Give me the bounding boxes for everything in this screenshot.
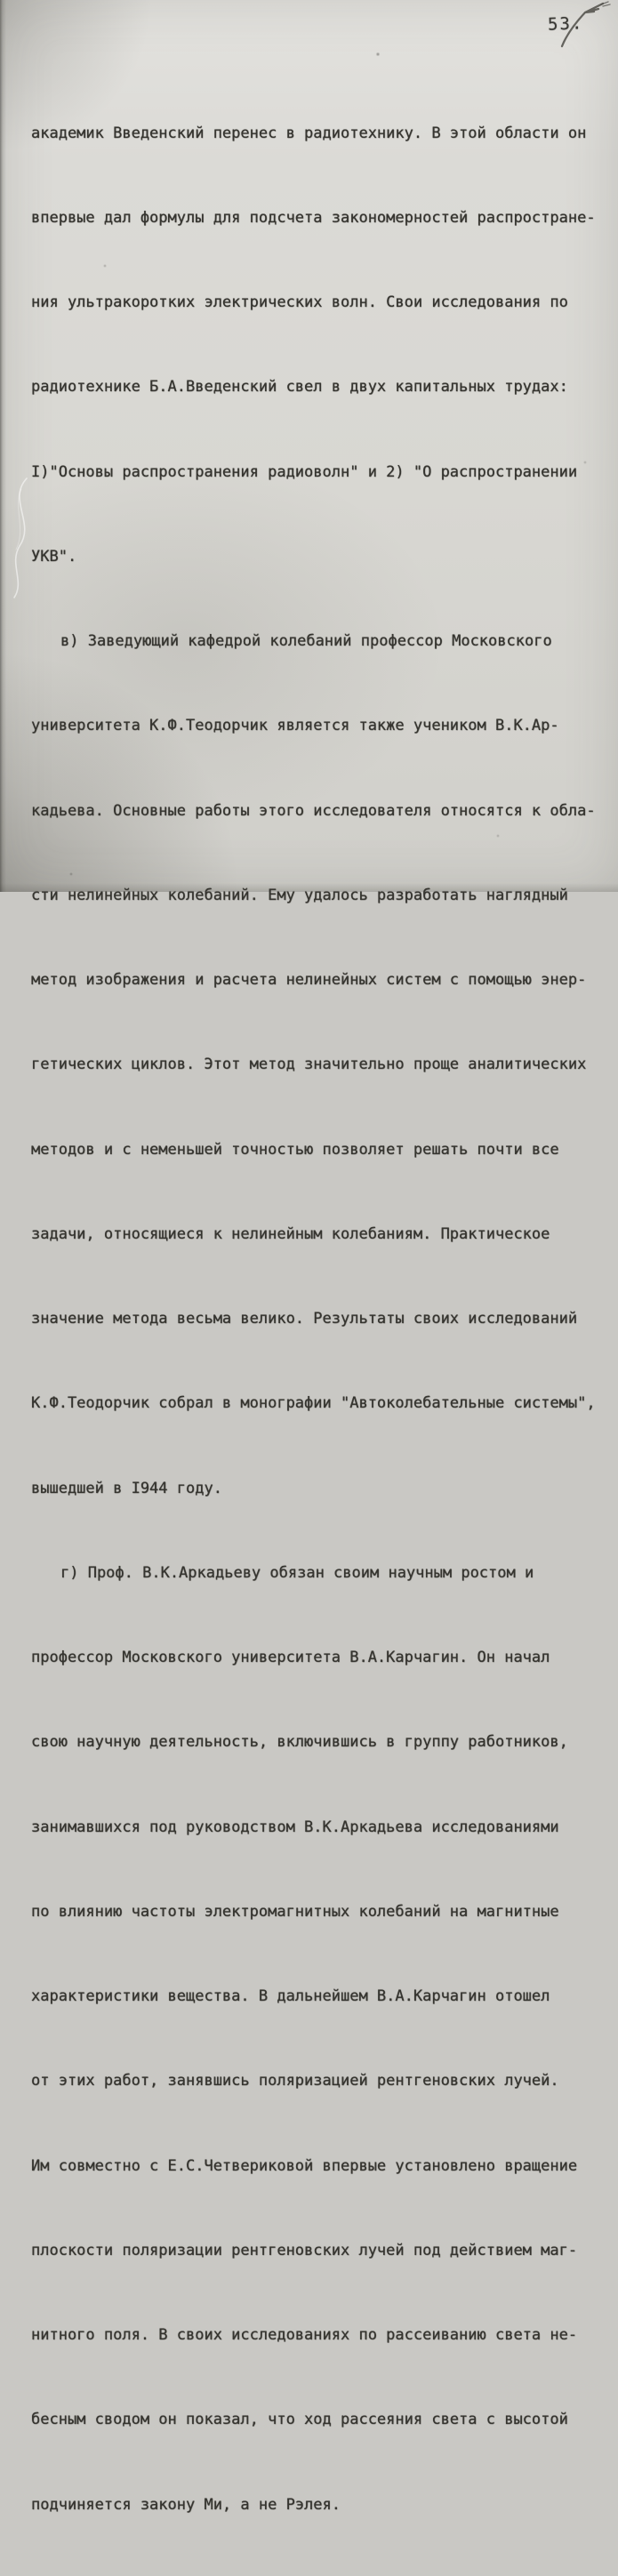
text-line: свою научную деятельность, включившись в группу работников, — [31, 1733, 568, 1752]
text-line: от этих работ, занявшись поляризацией рентгеновских лучей. — [31, 2072, 559, 2090]
text-line: К.Ф.Теодорчик собрал в монографии "Автоколебательные системы", — [31, 1394, 596, 1413]
text-line: ния ультракоротких электрических волн. Свои исследования по — [31, 293, 568, 311]
text-line: профессор Московского университета В.А.Карчагин. Он начал — [31, 1649, 550, 1666]
text-line: сти нелинейных колебаний. Ему удалось разработать наглядный — [31, 886, 568, 904]
text-line: бесным сводом он показал, что ход рассеяния света с высотой — [31, 2411, 568, 2429]
text-line: значение метода весьма велико. Результаты своих исследований — [31, 1310, 578, 1328]
text-line: по влиянию частоты электромагнитных колебаний на магнитные — [31, 1902, 559, 1921]
text-line: занимавшихся под руководством В.К.Аркадьева исследованиями — [31, 1818, 559, 1836]
text-line: университета К.Ф.Теодорчик является также учеником В.К.Ар- — [31, 717, 559, 735]
document-text — [31, 63, 600, 2576]
text-line: гетических циклов. Этот метод значительно проще аналитических — [31, 1055, 587, 1074]
text-line-paragraph-v: в) Заведующий кафедрой колебаний профессор Московского — [60, 632, 552, 650]
text-line: Им совместно с Е.С.Четвериковой впервые установлено вращение — [31, 2156, 578, 2175]
text-line-paragraph-g: г) Проф. В.К.Аркадьеву обязан своим научным ростом и — [60, 1563, 534, 1582]
text-line: плоскости поляризации рентгеновских лучей под действием маг- — [31, 2241, 578, 2259]
text-line: нитного поля. В своих исследованиях по рассеиванию света не- — [31, 2326, 578, 2344]
text-line: методов и с неменьшей точностью позволяет решать почти все — [31, 1140, 559, 1159]
text-line: метод изображения и расчета нелинейных систем с помощью энер- — [31, 971, 587, 989]
text-line: задачи, относящиеся к нелинейным колебаниям. Практическое — [31, 1224, 550, 1243]
text-line: кадьева. Основные работы этого исследователя относятся к обла- — [31, 801, 596, 820]
text-line: радиотехнике Б.А.Введенский свел в двух капитальных трудах: — [31, 378, 568, 397]
text-line: подчиняется закону Ми, а не Рэлея. — [31, 2495, 341, 2514]
page-number: 53. — [547, 13, 584, 35]
text-line: I)"Основы распространения радиоволн" и 2) "О распространении — [31, 462, 578, 481]
text-line: академик Введенский перенес в радиотехнику. В этой области он — [31, 124, 587, 142]
text-line: УКВ". — [31, 547, 77, 566]
text-line: характеристики вещества. В дальнейшем В.А.Карчагин отошел — [31, 1987, 550, 2005]
text-line: вышедшей в I944 году. — [31, 1479, 222, 1497]
text-line: впервые дал формулы для подсчета закономерностей распростране- — [31, 208, 596, 227]
